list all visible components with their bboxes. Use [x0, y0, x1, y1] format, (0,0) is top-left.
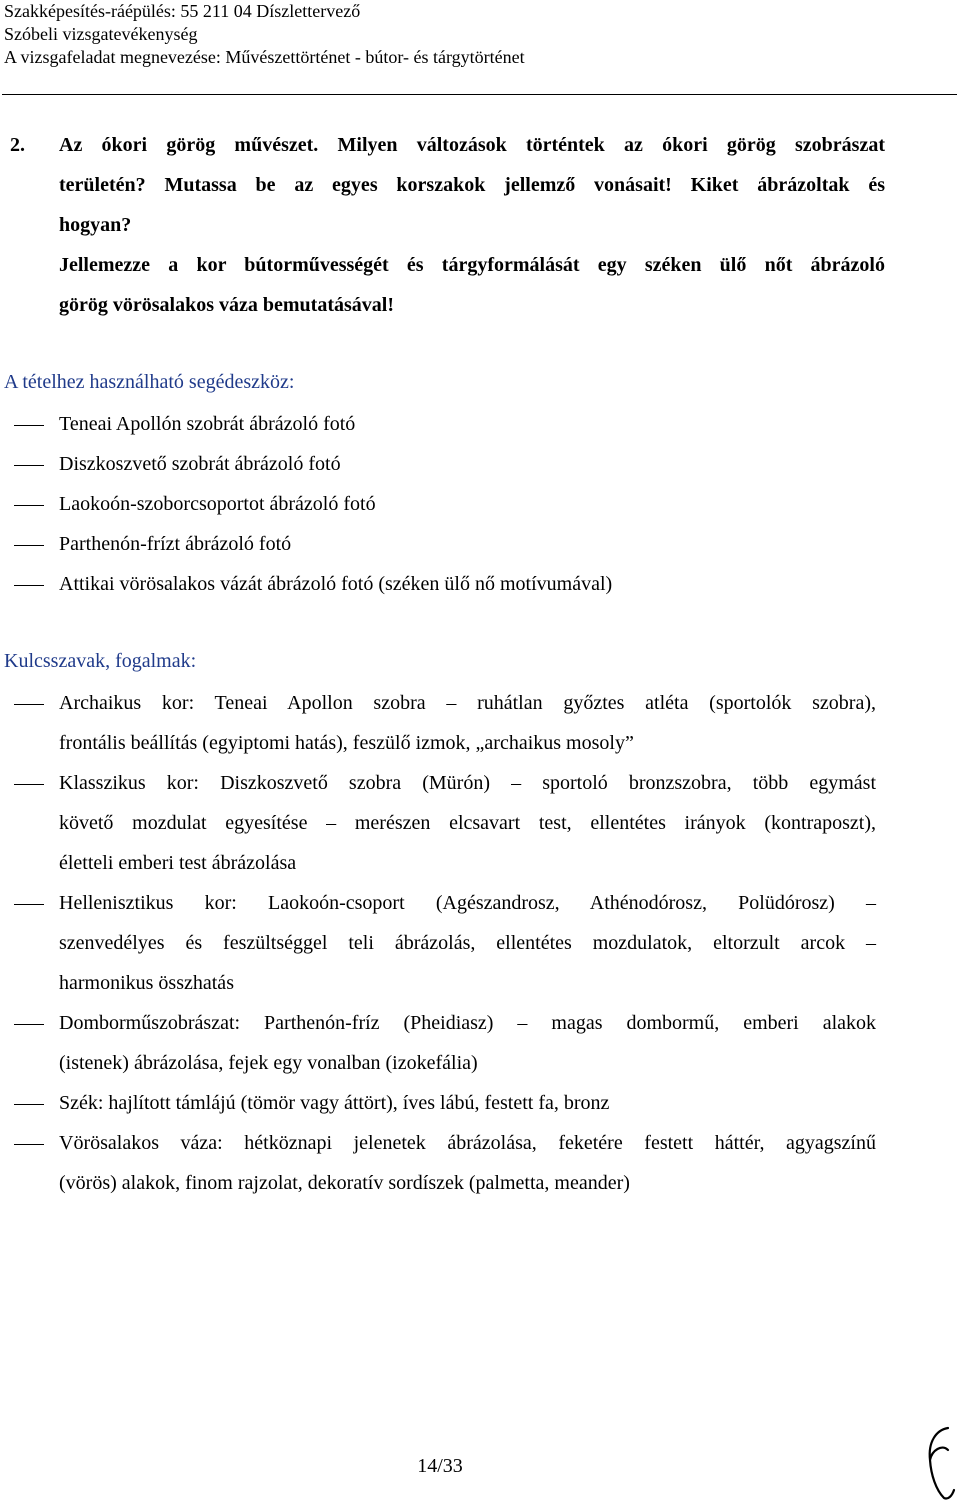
- list-item: Archaikus kor: Teneai Apollon szobra – ruhátlan győztes atléta (sportolók szobra), frontális beállítás (egyiptomi hatás), feszülő izmok, „archaikus mosoly”: [4, 683, 876, 763]
- header-exam-activity: Szóbeli vizsgatevékenység: [4, 24, 198, 44]
- dash-bullet-icon: [14, 1123, 44, 1163]
- question-text: [59, 125, 885, 325]
- list-item: Teneai Apollón szobrát ábrázoló fotó: [4, 404, 876, 444]
- page-header: [4, 0, 525, 69]
- dash-bullet-icon: [14, 564, 44, 604]
- question-line: görög vörösalakos váza bemutatásával!: [59, 294, 394, 316]
- list-item: Klasszikus kor: Diszkoszvető szobra (Mürón) – sportoló bronzszobra, több egymást követő mozdulat egyesítése – merészen elcsavart test, ellentétes irányok (kontraposzt), életteli emberi test ábrázolása: [4, 763, 876, 883]
- header-task-name: A vizsgafeladat megnevezése: Művészettörténet - bútor- és tárgytörténet: [4, 47, 525, 67]
- dash-bullet-icon: [14, 404, 44, 444]
- dash-bullet-icon: [14, 484, 44, 524]
- signature-icon: [918, 1420, 958, 1503]
- dash-bullet-icon: [14, 524, 44, 564]
- list-item: Diszkoszvető szobrát ábrázoló fotó: [4, 444, 876, 484]
- list-item: Attikai vörösalakos vázát ábrázoló fotó (széken ülő nő motívumával): [4, 564, 876, 604]
- page-number: 14/33: [417, 1455, 463, 1477]
- keywords-list: [4, 683, 876, 1203]
- question-number: 2.: [10, 134, 25, 156]
- question-line: hogyan?: [59, 214, 132, 236]
- tools-list: [4, 404, 876, 604]
- dash-bullet-icon: [14, 763, 44, 803]
- header-divider: [2, 94, 957, 95]
- list-item: Hellenisztikus kor: Laokoón-csoport (Agészandrosz, Athénodórosz, Polüdórosz) – szenvedélyes és feszültséggel teli ábrázolás, ellentétes mozdulatok, eltorzult arcok – harmonikus összhatás: [4, 883, 876, 1003]
- list-item: Parthenón-frízt ábrázoló fotó: [4, 524, 876, 564]
- list-item: Laokoón-szoborcsoportot ábrázoló fotó: [4, 484, 876, 524]
- dash-bullet-icon: [14, 1083, 44, 1123]
- keywords-title: Kulcsszavak, fogalmak:: [4, 650, 197, 672]
- dash-bullet-icon: [14, 883, 44, 923]
- tools-title: A tételhez használható segédeszköz:: [4, 371, 295, 393]
- list-item: Vörösalakos váza: hétköznapi jelenetek ábrázolása, feketére festett háttér, agyagszínű (vörös) alakok, finom rajzolat, dekoratív sordíszek (palmetta, meander): [4, 1123, 876, 1203]
- list-item: Szék: hajlított támlájú (tömör vagy áttört), íves lábú, festett fa, bronz: [4, 1083, 876, 1123]
- question-line: területén? Mutassa be az egyes korszakok jellemző vonásait! Kiket ábrázoltak és: [59, 174, 885, 196]
- dash-bullet-icon: [14, 683, 44, 723]
- dash-bullet-icon: [14, 444, 44, 484]
- dash-bullet-icon: [14, 1003, 44, 1043]
- question-line: Jellemezze a kor bútorművességét és tárgyformálását egy széken ülő nőt ábrázoló: [59, 254, 885, 276]
- question-line: Az ókori görög művészet. Milyen változások történtek az ókori görög szobrászat: [59, 134, 885, 156]
- header-qualification: Szakképesítés-ráépülés: 55 211 04 Díszlettervező: [4, 1, 361, 21]
- list-item: Domborműszobrászat: Parthenón-fríz (Pheidiasz) – magas dombormű, emberi alakok (istenek) ábrázolása, fejek egy vonalban (izokefália): [4, 1003, 876, 1083]
